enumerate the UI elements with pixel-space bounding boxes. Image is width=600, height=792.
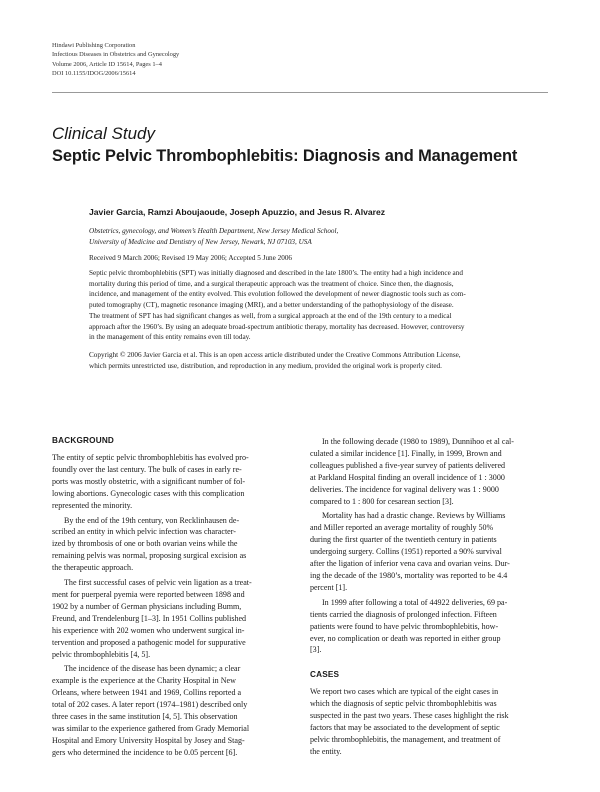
text-line: total of 202 cases. A later report (1974–1981) described only [52, 700, 248, 710]
text-line: tients carried the diagnosis of prolonged infection. Fifteen [310, 609, 497, 619]
abstract-line: Septic pelvic thrombophlebitis (SPT) was initially diagnosed and described in the late 1800’s. The entity had a high incidence and [89, 269, 463, 277]
text-line: the therapeutic approach. [52, 563, 134, 573]
text-line: the entity. [310, 746, 342, 756]
paragraph [310, 510, 548, 593]
text-line: example is the experience at the Charity Hospital in New [52, 676, 236, 686]
abstract [89, 268, 549, 343]
text-line: In the following decade (1980 to 1989), Dunnihoo et al cal- [322, 437, 514, 446]
paragraph [52, 452, 290, 512]
text-line: his experience with 202 women who underwent surgical in- [52, 625, 245, 635]
text-line: suspected in the past two years. These cases highlight the risk [310, 711, 509, 721]
article-type: Clinical Study [52, 124, 155, 143]
journal-header [52, 41, 352, 79]
author-list: Javier Garcia, Ramzi Aboujaoude, Joseph Apuzzio, and Jesus R. Alvarez [89, 207, 386, 217]
doi[interactable]: DOI 10.1155/IDOG/2006/15614 [52, 70, 136, 78]
copyright-line: which permits unrestricted use, distribution, and reproduction in any medium, provided the original work is properly cited. [89, 361, 442, 370]
text-line: three cases in the same institution [4, 5]. This observation [52, 712, 238, 722]
text-line: undergoing surgery. Collins (1951) reported a 90% survival [310, 547, 502, 557]
left-column [52, 436, 290, 759]
text-line: gers who determined the incidence to be 0.05 percent [6]. [52, 747, 238, 757]
text-line: foundly over the last century. The bulk of cases in early re- [52, 464, 242, 474]
text-line: The first successful cases of pelvic vein ligation as a treat- [64, 578, 252, 588]
abstract-line: mortality during this period of time, and a surgical therapeutic approach was the treatment of choice. Since then, the diagnosis, [89, 279, 454, 288]
text-line: ing the decade of the 1980’s, mortality was reported to be 4.4 [310, 570, 508, 580]
article-title: Septic Pelvic Thrombophlebitis: Diagnosis and Management [52, 147, 518, 165]
abstract-line: incidence, and management of the entity evolved. This evolution followed the development of newer diagnostic tools such as com- [89, 290, 466, 299]
abstract-line: puted tomography (CT), magnetic resonance imaging (MRI), and a better understanding of the pathophysiology of the disease. [89, 301, 454, 310]
header-divider [52, 92, 548, 93]
paragraph [310, 597, 548, 657]
text-line: ment for puerperal pyemia were reported between 1898 and [52, 589, 245, 599]
text-line: pelvic thrombophlebitis [4, 5]. [52, 649, 151, 659]
text-line: represented the minority. [52, 500, 133, 510]
text-line: tervention and proposed a pathogenic model for suppurative [52, 637, 246, 647]
abstract-line: The treatment of SPT has had significant changes as well, from a surgical approach at the end of the 19th century to a medical [89, 311, 452, 320]
text-line: Hospital and Emory University Hospital by Josey and Stag- [52, 735, 245, 745]
section-heading-background: BACKGROUND [52, 436, 115, 445]
text-line: ports was mostly obstetric, with a significant number of fol- [52, 476, 246, 486]
paragraph [310, 436, 548, 507]
paragraph [52, 515, 290, 575]
text-line: ever, no complication or death was reported in either group [310, 633, 501, 643]
abstract-line: in the management of this entity remains even till today. [89, 333, 251, 342]
text-line: We report two cases which are typical of the eight cases in [310, 687, 499, 697]
text-line: colleagues published a five-year survey of patients delivered [310, 460, 506, 470]
text-line: remaining pelvis was normal, proposing surgical excision as [52, 551, 247, 561]
volume-info: Volume 2006, Article ID 15614, Pages 1–4 [52, 60, 162, 68]
text-line: 1902 by a number of German physicians including Bumm, [52, 601, 242, 611]
paragraph [52, 663, 290, 758]
paragraph [52, 577, 290, 660]
affiliation [89, 226, 549, 248]
text-line: [3]. [310, 645, 322, 655]
text-line: at Parkland Hospital finding an overall incidence of 1 : 3000 [310, 472, 505, 482]
text-line: In 1999 after following a total of 44922 deliveries, 69 pa- [322, 597, 508, 607]
text-line: deliveries. The incidence for vaginal delivery was 1 : 9000 [310, 484, 499, 494]
text-line: and Miller reported an average mortality of roughly 50% [310, 523, 494, 533]
text-line: which the diagnosis of septic pelvic thrombophlebitis was [310, 699, 497, 709]
text-line: The incidence of the disease has been dynamic; a clear [64, 664, 241, 674]
journal-name: Infectious Diseases in Obstetrics and Gynecology [52, 51, 180, 59]
abstract-line: approach after the 1960’s. By using an adequate broad-spectrum antibiotic therapy, mortality has decreased. However, controversy [89, 322, 465, 331]
copyright-line: Copyright © 2006 Javier Garcia et al. This is an open access article distributed under the Creative Commons Attribution License, [89, 351, 461, 359]
text-line: Orleans, where between 1941 and 1969, Collins reported a [52, 688, 242, 698]
text-line: after the ligation of inferior vena cava and ovarian veins. Dur- [310, 559, 510, 569]
text-line: Freund, and Trendelenburg [1–3]. In 1951 Collins published [52, 613, 247, 623]
text-line: compared to 1 : 800 for cesarean section [3]. [310, 496, 454, 506]
text-line: patients were found to have pelvic thrombophlebitis, how- [310, 621, 499, 631]
publication-dates: Received 9 March 2006; Revised 19 May 2006; Accepted 5 June 2006 [89, 254, 293, 262]
text-line: ized by thrombosis of one or both ovarian veins while the [52, 539, 238, 549]
text-line: Mortality has had a drastic change. Reviews by Williams [322, 511, 506, 521]
right-column [310, 436, 548, 758]
copyright-notice [89, 350, 549, 371]
text-line: during the first quarter of the twentieth century in patients [310, 535, 497, 545]
text-line: factors that may be associated to the development of septic [310, 723, 500, 733]
text-line: was similar to the experience gathered from Grady Memorial [52, 723, 250, 733]
text-line: pelvic thrombophlebitis, the management, and treatment of [310, 734, 501, 744]
text-line: scribed an entity in which pelvic infection was character- [52, 527, 236, 537]
section-heading-cases: CASES [310, 670, 340, 680]
paragraph [310, 686, 548, 757]
text-line: The entity of septic pelvic thrombophlebitis has evolved pro- [52, 453, 249, 462]
text-line: By the end of the 19th century, von Recklinhausen de- [64, 515, 240, 525]
text-line: culated a similar incidence [1]. Finally, in 1999, Brown and [310, 448, 502, 458]
affiliation-line: Obstetrics, gynecology, and Women’s Health Department, New Jersey Medical School, [89, 227, 339, 235]
publisher: Hindawi Publishing Corporation [52, 42, 136, 49]
text-line: lowing abortions. Gynecologic cases with this complication [52, 488, 245, 498]
affiliation-line: University of Medicine and Dentistry of New Jersey, Newark, NJ 07103, USA [89, 238, 312, 246]
text-line: percent [1]. [310, 582, 348, 592]
